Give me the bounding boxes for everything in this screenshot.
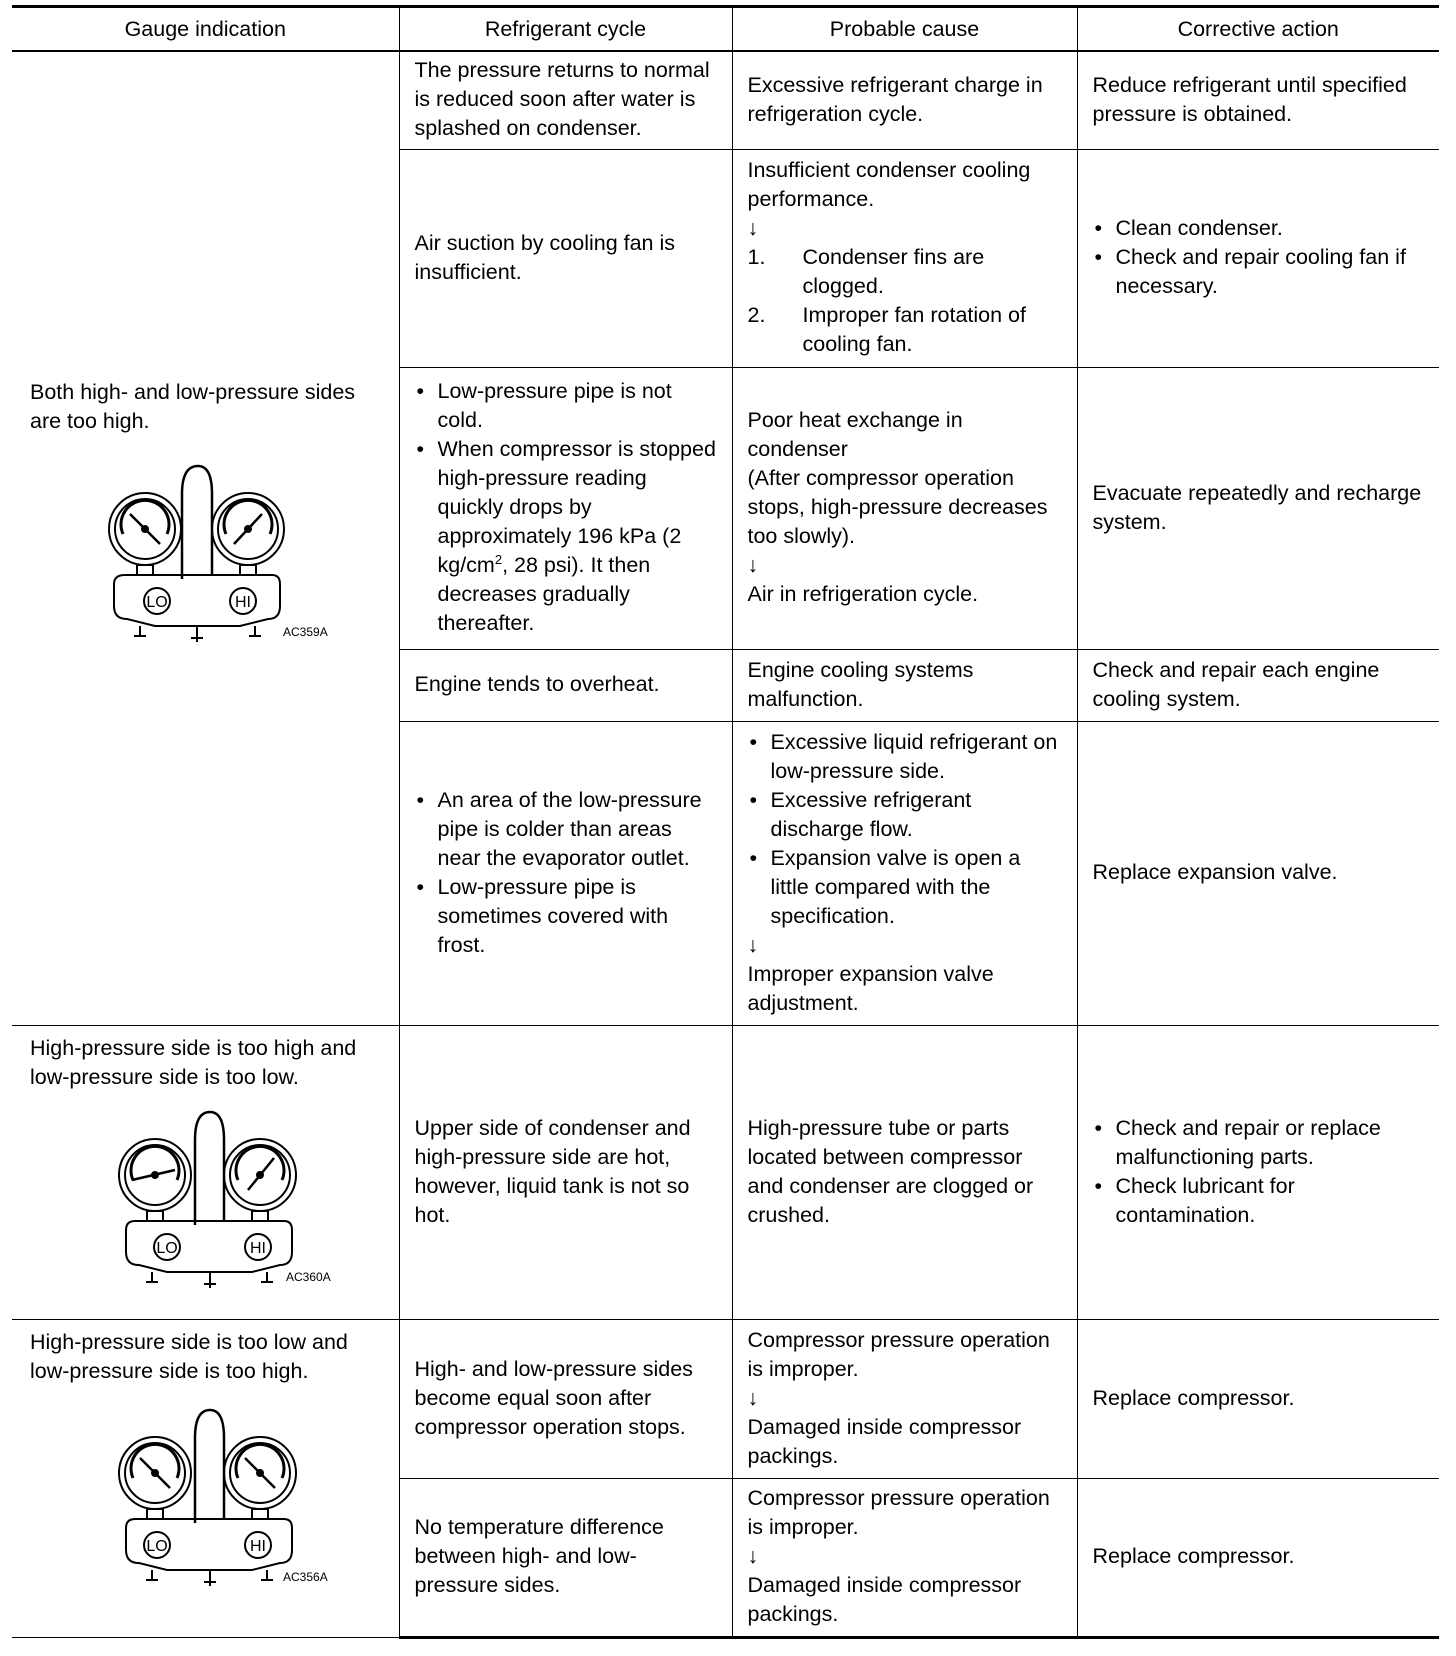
cause-lead: Insufficient condenser cooling performance.: [747, 158, 1031, 211]
down-arrow-icon: ↓: [747, 932, 759, 957]
gauge-indication-text: High-pressure side is too high and low-pressure side is too low.: [30, 1036, 357, 1089]
gauge-indication-text: Both high- and low-pressure sides are too high.: [30, 380, 356, 433]
cause-note: (After compressor operation stops, high-pressure decreases too slowly).: [747, 466, 1048, 548]
cycle-list: [415, 377, 718, 638]
down-arrow-icon: ↓: [747, 1385, 759, 1410]
list-item: 1. Condenser fins are clogged.: [747, 245, 985, 298]
header-refrigerant-cycle: Refrigerant cycle: [399, 7, 732, 52]
down-arrow-icon: ↓: [747, 1544, 759, 1568]
hi-label: HI: [250, 1240, 266, 1257]
lo-label: LO: [156, 1240, 178, 1257]
list-item: • Check lubricant for contamination.: [1093, 1172, 1426, 1230]
cause-result: Damaged inside compressor packings.: [747, 1414, 1022, 1468]
cause-result: Improper expansion valve adjustment.: [747, 961, 994, 1015]
cause-cell: Engine cooling systems malfunction.: [732, 650, 1077, 722]
hi-label: HI: [250, 1538, 266, 1555]
cycle-cell: [399, 368, 732, 650]
down-arrow-icon: ↓: [747, 553, 759, 577]
list-item: • Excessive liquid refrigerant on low-pressure side.: [748, 728, 1063, 786]
header-probable-cause: Probable cause: [732, 7, 1077, 52]
cause-cell: Excessive refrigerant charge in refrigeration cycle.: [732, 51, 1077, 150]
gauge-indication-text: High-pressure side is too low and low-pressure side is too high.: [30, 1330, 348, 1383]
cause-cell: [732, 150, 1077, 368]
list-item: • Clean condenser.: [1093, 214, 1426, 243]
list-item: • An area of the low-pressure pipe is colder than areas near the evaporator outlet.: [415, 786, 718, 873]
list-item: • Check and repair or replace malfunctioning parts.: [1093, 1114, 1426, 1172]
cycle-cell: High- and low-pressure sides become equal soon after compressor operation stops.: [399, 1320, 732, 1479]
list-item: • Low-pressure pipe is not cold.: [415, 377, 718, 435]
list-item: • Low-pressure pipe is sometimes covered with frost.: [415, 873, 718, 960]
header-row: [12, 7, 1439, 52]
cause-lead: Poor heat exchange in condenser: [747, 408, 963, 461]
down-arrow-icon: ↓: [747, 216, 759, 240]
action-cell: Evacuate repeatedly and recharge system.: [1077, 368, 1439, 650]
gauge-figure: [30, 1398, 385, 1593]
table-row: [12, 51, 1439, 150]
manifold-gauge-icon: [100, 1100, 320, 1295]
action-cell: Check and repair each engine cooling system.: [1077, 650, 1439, 722]
lo-label: LO: [146, 1538, 168, 1555]
gauge-cell-high-low: [12, 1026, 399, 1320]
header-corrective-action: Corrective action: [1077, 7, 1439, 52]
header-gauge-indication: Gauge indication: [12, 7, 399, 52]
diagnosis-table: [12, 5, 1439, 1639]
list-item: • Excessive refrigerant discharge flow.: [748, 786, 1063, 844]
action-cell: [1077, 1026, 1439, 1320]
action-list: [1093, 214, 1426, 301]
cause-lead: Compressor pressure operation is improper.: [747, 1327, 1050, 1381]
cause-lead: Compressor pressure operation is improper.: [747, 1486, 1050, 1539]
action-cell: Replace compressor.: [1077, 1320, 1439, 1479]
cause-list: [748, 243, 1063, 359]
table-row: [12, 1320, 1439, 1479]
cause-result: Damaged inside compressor packings.: [747, 1573, 1022, 1626]
cycle-cell: Engine tends to overheat.: [399, 650, 732, 722]
gauge-figure: [30, 1100, 385, 1295]
cause-list: [748, 728, 1063, 931]
cause-cell: [732, 1320, 1077, 1479]
action-cell: Reduce refrigerant until specified pressure is obtained.: [1077, 51, 1439, 150]
figure-code: AC359A: [283, 625, 328, 639]
manifold-gauge-icon: [100, 454, 320, 649]
figure-code: AC360A: [286, 1270, 331, 1284]
list-item: • Expansion valve is open a little compared with the specification.: [748, 844, 1063, 931]
cause-cell: [732, 368, 1077, 650]
lo-label: LO: [146, 594, 168, 611]
cycle-cell: Upper side of condenser and high-pressure side are hot, however, liquid tank is not so hot.: [399, 1026, 732, 1320]
cycle-cell: [399, 722, 732, 1026]
action-cell: [1077, 150, 1439, 368]
cycle-list: [415, 786, 718, 960]
cause-cell: High-pressure tube or parts located between compressor and condenser are clogged or crushed.: [732, 1026, 1077, 1320]
gauge-cell-low-high: [12, 1320, 399, 1638]
action-list: [1093, 1114, 1426, 1230]
cause-cell: [732, 1479, 1077, 1638]
hi-label: HI: [235, 594, 251, 611]
action-cell: Replace compressor.: [1077, 1479, 1439, 1638]
list-item: • Check and repair cooling fan if necessary.: [1093, 243, 1426, 301]
cause-cell: [732, 722, 1077, 1026]
list-item: • When compressor is stopped high-pressure reading quickly drops by approximately 196 kPa (2 $kg/cm^2$, 28 psi). It then decreases gradually thereafter.: [415, 435, 718, 638]
figure-code: AC356A: [283, 1570, 328, 1584]
gauge-cell-both-high: [12, 51, 399, 1026]
table-row: [12, 1026, 1439, 1320]
cause-result: Air in refrigeration cycle.: [747, 582, 979, 606]
cycle-cell: The pressure returns to normal is reduced soon after water is splashed on condenser.: [399, 51, 732, 150]
cycle-cell: No temperature difference between high- and low-pressure sides.: [399, 1479, 732, 1638]
action-cell: Replace expansion valve.: [1077, 722, 1439, 1026]
manifold-gauge-icon: [100, 1398, 320, 1593]
list-item: 2. Improper fan rotation of cooling fan.: [747, 303, 1026, 356]
cycle-cell: Air suction by cooling fan is insufficient.: [399, 150, 732, 368]
gauge-figure: [30, 454, 385, 649]
